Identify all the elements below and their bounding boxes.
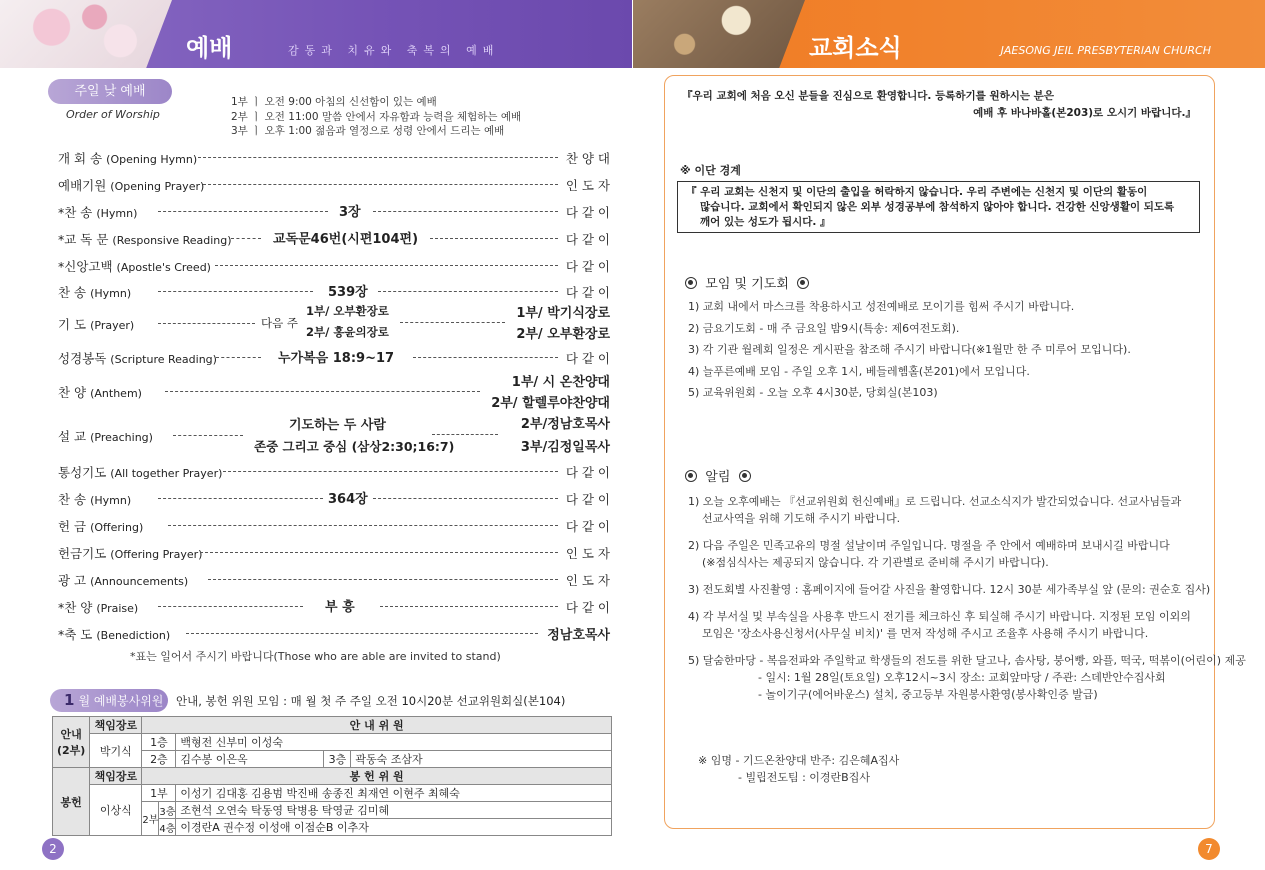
bullet-circle-icon — [685, 277, 697, 289]
anthem-right-1: 1부/ 시 온찬양대 — [511, 375, 610, 390]
offer-floor-4-names: 이경란A 권수정 이성애 이점순B 이추자 — [176, 819, 612, 836]
heresy-title: ※ 이단 경계 — [680, 164, 741, 177]
sermon-title-1: 기도하는 두 사람 — [289, 418, 386, 433]
offer-service-1: 1부 — [142, 785, 176, 802]
worship-pill: 주일 낮 예배 — [48, 79, 172, 104]
guide-group: 안내 (2부) — [53, 717, 90, 768]
guide-floor-1-names: 백형전 신부미 이성숙 — [176, 734, 612, 751]
appointment-note: ※ 임명 - 기드온찬양대 반주: 김은혜A집사 - 빌립전도팀 : 이경란B집사 — [698, 754, 900, 784]
prayer-next-week: 다음 주 — [261, 316, 298, 330]
order-row-praise: *찬 양 (Praise) 부 흥 다 같 이 — [58, 600, 610, 615]
page-number-right: 7 — [1198, 838, 1220, 860]
stand-note: *표는 일어서 주시기 바랍니다(Those who are able are invited to stand) — [130, 650, 501, 663]
order-row-together-prayer: 통성기도 (All together Prayer) 다 같 이 — [58, 465, 610, 480]
prayer-right-2: 2부/ 오부환장로 — [516, 327, 610, 342]
sermon-right-1: 2부/정남호목사 — [520, 417, 610, 432]
order-row-scripture: 성경봉독 (Scripture Reading) 누가복음 18:9~17 다 같 이 — [58, 351, 610, 366]
heresy-warning: 『 우리 교회는 신천지 및 이단의 출입을 허락하지 않습니다. 우리 주변에는 신천지 및 이단의 활동이 많습니다. 교회에서 확인되지 않은 외부 성경공부에 참석하지 않아야 합니다. 건강한 신앙생활이 되도록 깨어 있는 성도가 됩시다. 』 — [677, 181, 1200, 233]
worship-title: 예배 — [186, 34, 233, 62]
anthem-right-2: 2부/ 할렐루야찬양대 — [491, 396, 610, 411]
service-time-3: 3부 ㅣ 오후 1:00 젊음과 열정으로 성령 안에서 드리는 예배 — [231, 125, 505, 137]
news-title: 교회소식 — [809, 34, 902, 62]
offer-lead: 이상식 — [90, 785, 142, 836]
guide-floor-2-names: 김수봉 이은옥 — [176, 751, 324, 768]
page-number-left: 2 — [42, 838, 64, 860]
offer-floor-3-names: 조현석 오연숙 탁동영 탁병용 탁영균 김미혜 — [176, 802, 612, 819]
order-row-offering: 헌 금 (Offering) 다 같 이 — [58, 519, 610, 534]
volunteers-pill: 1 월 예배봉사위원 — [50, 689, 168, 712]
offer-group: 봉헌 — [53, 768, 90, 836]
offer-service-2: 2부 — [142, 802, 159, 836]
order-row-offering-prayer: 헌금기도 (Offering Prayer) 인 도 자 — [58, 546, 610, 561]
notice-heading: 알림 — [685, 466, 751, 485]
order-of-worship-label: Order of Worship — [66, 108, 160, 121]
volunteers-table — [52, 716, 612, 836]
welcome-message: 『우리 교회에 처음 오신 분들을 진심으로 환영합니다. 등록하기를 원하시는 분은 예배 후 바나바홀(본203)로 오시기 바랍니다.』 — [682, 90, 1196, 119]
guide-floor-1: 1층 — [142, 734, 176, 751]
bullet-circle-icon — [739, 470, 751, 482]
flower-photo — [0, 0, 172, 68]
sermon-title-2: 존중 그리고 중심 (삼상2:30;16:7) — [254, 439, 455, 454]
prayer-left-2: 2부/ 홍윤의장로 — [306, 325, 389, 339]
news-header — [633, 0, 1265, 68]
order-row-preaching: 설 교 (Preaching) — [48, 424, 610, 446]
prayer-left-1: 1부/ 오부환장로 — [306, 304, 389, 318]
order-row-announcements: 광 고 (Announcements) 인 도 자 — [58, 573, 610, 588]
order-row-opening-hymn: 개 회 송 (Opening Hymn) 찬 양 대 — [58, 151, 610, 166]
order-row-hymn-2: 찬 송 (Hymn) 539장 다 같 이 — [58, 285, 610, 300]
bullet-circle-icon — [797, 277, 809, 289]
bullet-circle-icon — [685, 470, 697, 482]
meeting-items: 1) 교회 내에서 마스크를 착용하시고 성전예배로 모이기를 힘써 주시기 바랍니다. 2) 금요기도회 - 매 주 금요일 밤9시(특송: 제6여전도회). 3) 각 기관 월례회 일정은 게시판을 참조해 주시기 바랍니다(※1월만 한 주 미루어 모입니다). 4) 늘푸른예배 모임 - 주일 오후 1시, 베들레헴홀(본201)에서 모입니다. 5) 교육위원회 - 오늘 오후 4시30분, 당회실(본103) — [688, 300, 1131, 399]
offer-header: 봉 헌 위 원 — [142, 768, 612, 785]
guide-header: 안 내 위 원 — [142, 717, 612, 734]
sermon-right-2: 3부/김정일목사 — [520, 440, 610, 455]
prayer-right-1: 1부/ 박기식장로 — [516, 306, 610, 321]
offer-floor-3: 3층 — [159, 802, 176, 819]
order-row-opening-prayer: 예배기원 (Opening Prayer) 인 도 자 — [58, 178, 610, 193]
church-name: JAESONG JEIL PRESBYTERIAN CHURCH — [1000, 44, 1211, 57]
worship-subtitle: 감동과 치유와 축복의 예배 — [288, 44, 500, 57]
notice-items: 1) 오늘 오후예배는 『선교위원회 헌신예배』로 드립니다. 선교소식지가 발간되었습니다. 선교사님들과 선교사역을 위해 기도해 주시기 바랍니다. 2) 다음 주일은 민족고유의 명절 설날이며 주일입니다. 명절을 주 안에서 예배하며 보내시길 바랍니다 (※점심식사는 제공되지 않습니다. 각 기관별로 준비해 주시기 바랍니다). 3) 전도회별 사진촬영 : 홈페이지에 들어갈 사진을 촬영합니다. 12시 30분 세가족부실 앞 (문의: 권순호 집사) 4) 각 부서실 및 부속실을 사용후 반드시 전기를 체크하신 후 퇴실해 주시기 바랍니다. 지정된 모임 이외의 모임은 '장소사용신청서(사무실 비치)' 를 먼저 작성해 주시고 조율후 사용해 주시기 바랍니다. 5) 달숨한마당 - 복음전파와 주일학교 학생들의 전도를 위한 달고나, 솜사탕, 붕어빵, 와플, 떡국, 떡볶이(어린이) 제공 - 일시: 1월 28일(토요일) 오후12시~3시 장소: 교회앞마당 / 주관: 스데반안수집사회 - 놀이기구(에어바운스) 설치, 중고등부 자원봉사환영(봉사확인증 발급) — [688, 495, 1246, 701]
guide-lead: 박기식 — [90, 734, 142, 768]
offer-service-1-names: 이성기 김대홍 김용범 박진배 송종진 최재연 이현주 최혜숙 — [176, 785, 612, 802]
guide-floor-3: 3층 — [324, 751, 351, 768]
order-row-anthem: 찬 양 (Anthem) — [48, 380, 610, 402]
still-life-photo — [633, 0, 805, 68]
service-times — [231, 95, 521, 139]
order-row-responsive-reading: *교 독 문 (Responsive Reading) 교독문46번(시편104편) 다 같 이 — [58, 232, 610, 247]
offer-lead-header: 책임장로 — [90, 768, 142, 785]
service-time-1: 1부 ㅣ 오전 9:00 아침의 신선함이 있는 예배 — [231, 96, 437, 108]
offer-floor-4: 4층 — [159, 819, 176, 836]
guide-floor-3-names: 곽동숙 조삼자 — [351, 751, 612, 768]
volunteers-meeting: 안내, 봉헌 위원 모임 : 매 월 첫 주 주일 오전 10시20분 선교위원회실(본104) — [176, 694, 566, 708]
worship-header — [0, 0, 632, 68]
service-time-2: 2부 ㅣ 오전 11:00 말씀 안에서 자유함과 능력을 체험하는 예배 — [231, 110, 522, 123]
order-row-prayer: 기 도 (Prayer) — [48, 312, 610, 334]
order-row-apostles-creed: *신앙고백 (Apostle's Creed) 다 같 이 — [58, 259, 610, 274]
order-row-hymn-1: *찬 송 (Hymn) 3장 다 같 이 — [58, 205, 610, 220]
guide-floor-2: 2층 — [142, 751, 176, 768]
meeting-heading: 모임 및 기도회 — [685, 273, 809, 292]
order-row-hymn-3: 찬 송 (Hymn) 364장 다 같 이 — [58, 492, 610, 507]
order-row-benediction: *축 도 (Benediction) 정남호목사 — [58, 627, 610, 643]
guide-lead-header: 책임장로 — [90, 717, 142, 734]
